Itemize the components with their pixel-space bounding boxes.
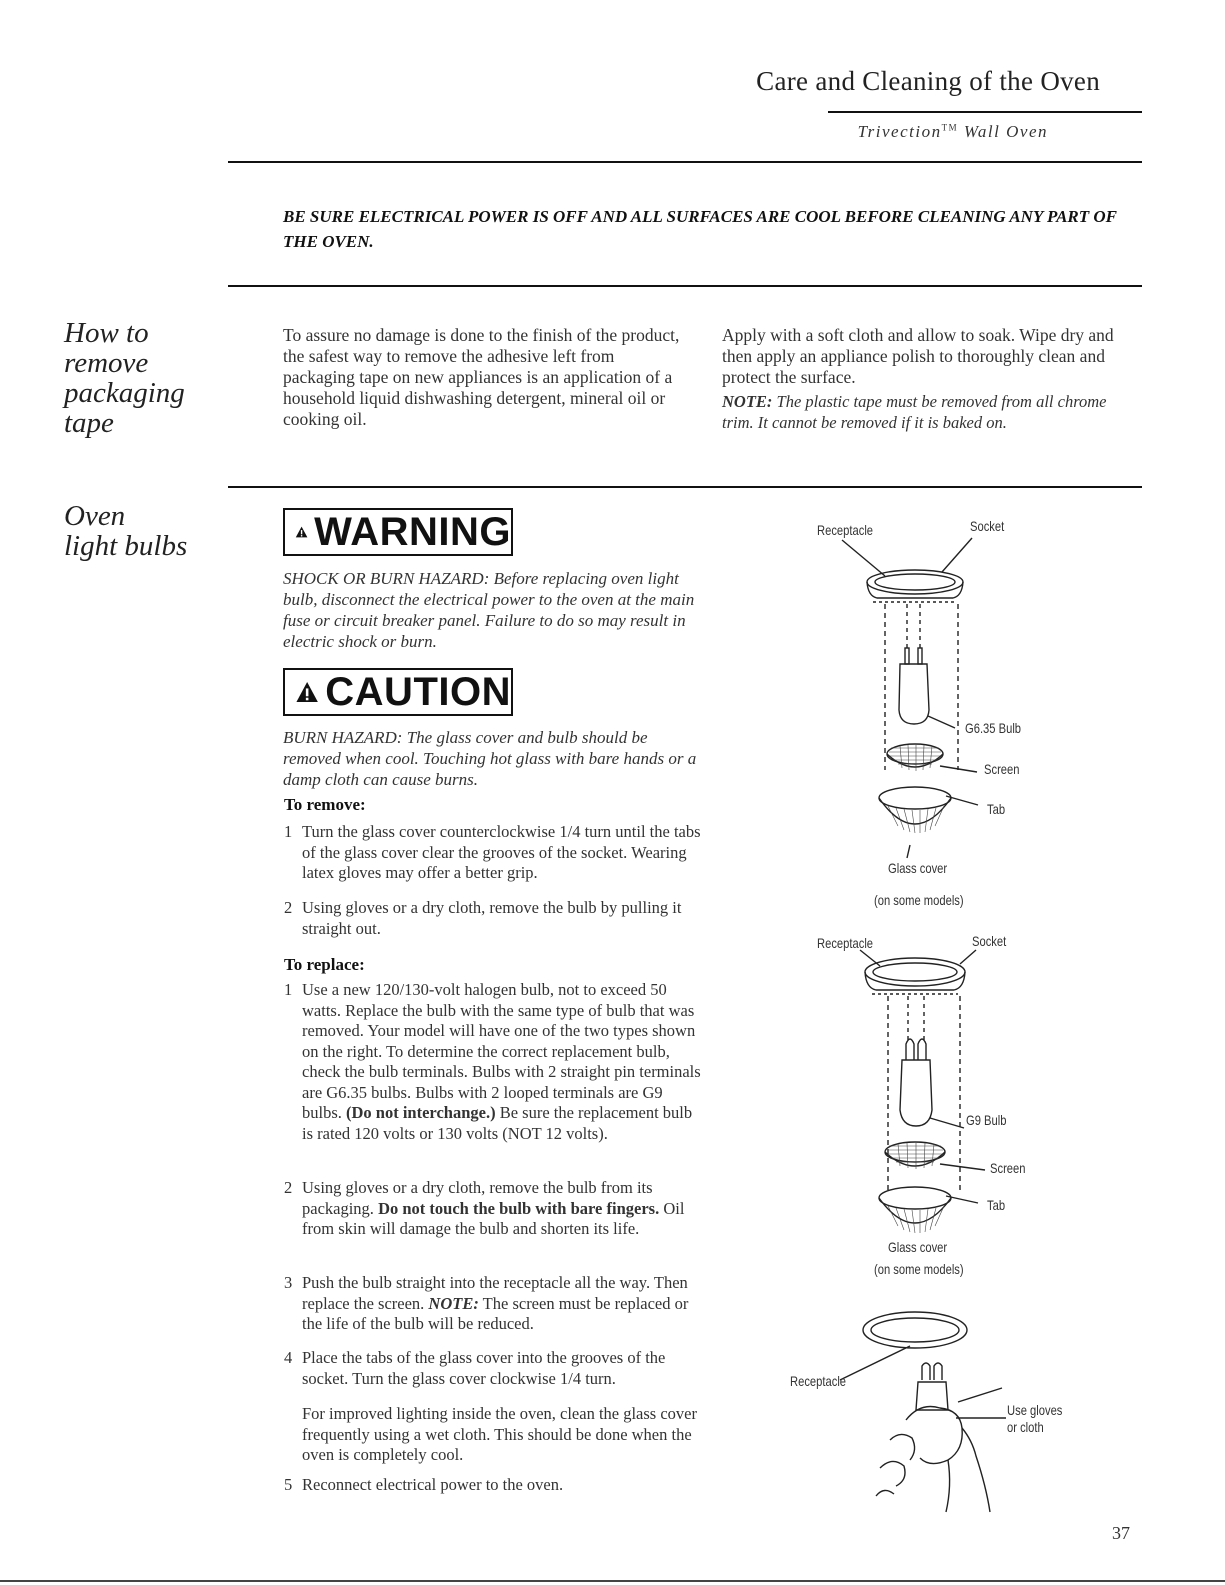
- tape-paragraph-right: Apply with a soft cloth and allow to soak. Wipe dry and then apply an appliance polish to thoroughly clean and protect the surface.: [722, 325, 1114, 387]
- step-text-part: Using gloves or a dry cloth, remove the bulb from its packaging.: [302, 1178, 653, 1218]
- note-label: NOTE:: [722, 392, 773, 411]
- label-on-some-models: (on some models): [874, 892, 964, 908]
- divider-top: [228, 161, 1142, 163]
- step-number: 3: [284, 1273, 293, 1292]
- step-text: [302, 980, 704, 1144]
- heading-line: tape: [64, 407, 114, 439]
- step-text: Turn the glass cover counterclockwise 1/4 turn until the tabs of the glass cover clear the grooves of the socket. Wearing latex gloves may offer a better grip.: [302, 822, 701, 882]
- step-text: Using gloves or a dry cloth, remove the bulb by pulling it straight out.: [302, 898, 682, 938]
- tape-note: [722, 391, 1122, 433]
- header-divider: [828, 111, 1142, 113]
- section-heading-bulbs: [64, 501, 187, 561]
- replace-step: [284, 980, 704, 1144]
- label-glass-cover: Glass cover: [888, 1239, 948, 1255]
- step-text: Place the tabs of the glass cover into the grooves of the socket. Turn the glass cover clockwise 1/4 turn.: [302, 1348, 666, 1388]
- trademark-mark: TM: [941, 122, 959, 133]
- step-text-part: Use a new 120/130-volt halogen bulb, not to exceed 50 watts. Replace the bulb with the same type of bulb that was removed. Your model will have one of the two types shown on the right. To determine the correct replacement bulb, check the bulb terminals. Bulbs with 2 straight pin terminals are G6.35 bulbs. Bulbs with 2 looped terminals are G9 bulbs.: [302, 980, 701, 1122]
- step-text: For improved lighting inside the oven, clean the glass cover frequently using a wet cloth. This should be done when the oven is completely cool.: [302, 1404, 697, 1464]
- caution-label-text: CAUTION: [325, 669, 511, 714]
- warning-triangle-icon: [295, 516, 308, 548]
- warning-label: [283, 508, 513, 556]
- note-text: The plastic tape must be removed from all chrome trim. It cannot be removed if it is baked on.: [722, 392, 1107, 432]
- label-tab: Tab: [987, 1197, 1006, 1213]
- label-screen: Screen: [990, 1160, 1026, 1176]
- step-text-bold: (Do not interchange.): [346, 1103, 496, 1122]
- replace-step: [284, 1178, 704, 1240]
- remove-step: [284, 822, 704, 884]
- page-subtitle: [700, 122, 1048, 142]
- step-text-part: Push the bulb straight into the receptacle all the way. Then replace the screen.: [302, 1273, 688, 1313]
- step-text-part: Be sure the replacement bulb is rated 120 volts or 130 volts (NOT 12 volts).: [302, 1103, 693, 1143]
- label-bulb: G9 Bulb: [966, 1112, 1007, 1128]
- label-bulb: G6.35 Bulb: [965, 720, 1022, 736]
- caution-label: [283, 668, 513, 716]
- heading-line: light bulbs: [64, 530, 188, 562]
- replace-step: [284, 1475, 704, 1496]
- g635-bulb-illustration: [780, 510, 1080, 910]
- label-screen: Screen: [984, 761, 1020, 777]
- warning-text: SHOCK OR BURN HAZARD: Before replacing oven light bulb, disconnect the electrical power to the oven at the main fuse or circuit breaker panel. Failure to do so may result in electric shock or burn.: [283, 569, 695, 651]
- heading-line: How to: [64, 317, 149, 349]
- safety-banner: BE SURE ELECTRICAL POWER IS OFF AND ALL SURFACES ARE COOL BEFORE CLEANING ANY PART OF THE OVEN.: [283, 207, 1117, 251]
- section-heading-tape: [64, 318, 185, 438]
- step-note-label: NOTE:: [428, 1293, 479, 1313]
- diagram-g635-bulb: [780, 510, 1080, 910]
- label-receptacle: Receptacle: [817, 522, 874, 538]
- divider-banner: [228, 285, 1142, 287]
- replace-heading: To replace:: [284, 955, 365, 974]
- step-text: Reconnect electrical power to the oven.: [302, 1475, 564, 1494]
- step-number: 2: [284, 898, 293, 917]
- step-number: 2: [284, 1178, 293, 1197]
- replace-step: [284, 1348, 704, 1389]
- page-title: Care and Cleaning of the Oven: [756, 66, 1100, 96]
- step-text-bold: Do not touch the bulb with bare fingers.: [378, 1198, 660, 1218]
- step-number: 5: [284, 1475, 293, 1494]
- remove-step: [284, 898, 704, 939]
- remove-heading: To remove:: [284, 795, 366, 814]
- warning-label-text: WARNING: [314, 509, 511, 554]
- step-text: [302, 1273, 704, 1335]
- label-use-gloves: Use gloves: [1007, 1402, 1063, 1418]
- caution-triangle-icon: [295, 676, 319, 708]
- label-socket: Socket: [970, 518, 1005, 534]
- heading-line: Oven: [64, 500, 126, 532]
- g9-bulb-illustration: [780, 930, 1080, 1250]
- label-glass-cover: Glass cover: [888, 860, 948, 876]
- step-text-part: The screen must be replaced or the life of the bulb will be reduced.: [302, 1293, 689, 1333]
- replace-step-extra: [284, 1404, 704, 1466]
- page-number: 37: [1112, 1523, 1130, 1543]
- step-number: 1: [284, 980, 293, 999]
- step-text: [302, 1178, 704, 1240]
- heading-line: remove: [64, 347, 149, 379]
- heading-line: packaging: [64, 377, 185, 409]
- diagram-g9-bulb: [780, 930, 1080, 1250]
- label-tab: Tab: [987, 801, 1006, 817]
- replace-step: [284, 1273, 704, 1335]
- subtitle-product: Wall Oven: [958, 122, 1048, 141]
- step-number: 4: [284, 1348, 293, 1367]
- caution-text: BURN HAZARD: The glass cover and bulb should be removed when cool. Touching hot glass with bare hands or a damp cloth can cause burns.: [283, 728, 697, 789]
- label-or-cloth: or cloth: [1007, 1419, 1044, 1435]
- page-bottom-edge: [0, 1580, 1225, 1582]
- label-receptacle: Receptacle: [790, 1373, 847, 1389]
- divider-tape: [228, 486, 1142, 488]
- subtitle-brand: Trivection: [857, 122, 942, 141]
- label-on-some-models: (on some models): [874, 1261, 964, 1277]
- label-socket: Socket: [972, 933, 1007, 949]
- label-receptacle: Receptacle: [817, 935, 874, 951]
- tape-paragraph-left: To assure no damage is done to the finish of the product, the safest way to remove the adhesive left from packaging tape on new appliances is an application of a household liquid dishwashing detergent, mineral oil or cooking oil.: [283, 325, 680, 429]
- step-number: 1: [284, 822, 293, 841]
- step-text-part: Oil from skin will damage the bulb and shorten its life.: [302, 1198, 685, 1238]
